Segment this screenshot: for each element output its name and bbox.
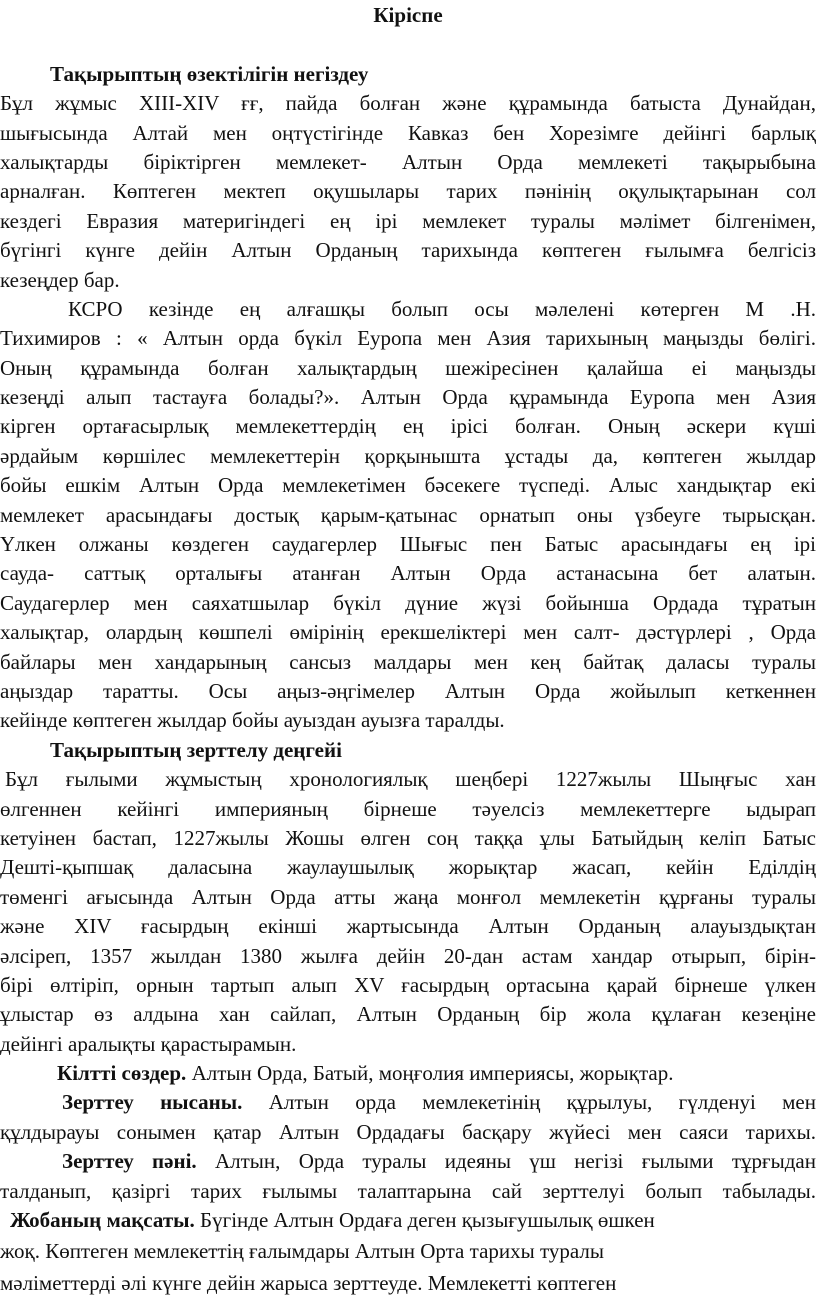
text-line: бойы ешкім Алтын Орда мемлекетімен бәсекеге түспеді. Алыс хандықтар екі (0, 473, 816, 498)
keywords-line (0, 1059, 816, 1088)
paragraph-research-level (0, 765, 816, 1059)
text-line: кездегі Евразия материгіндегі ең ірі мемлекет туралы мәлімет білгенімен, (0, 208, 816, 233)
paragraph-ussr (0, 295, 816, 736)
text-line: әрдайым көршілес мемлекеттерін қорқынышта ұстады да, көптеген жылдар (0, 443, 816, 468)
text-line: байлары мен хандарының сансыз малдары мен кең байтақ даласы туралы (0, 649, 816, 674)
text-line: Дешті-қыпшақ даласына жаулаушылық жорықтар жасап, кейін Еділдің (0, 855, 816, 880)
project-goal-line-3: мәліметтерді әлі күнге дейін жарыса зерттеуде. Мемлекетті көптеген (0, 1270, 617, 1295)
text-line: дейінгі аралықты қарастырамын. (0, 1031, 297, 1056)
text-line: өлгеннен кейінгі империяның бірнеше тәуелсіз мемлекеттерге ыдырап (0, 796, 816, 821)
text-line: Үлкен олжаны көздеген саудагерлер Шығыс пен Батыс арасындағы ең ірі (0, 532, 816, 557)
text-line: кезеңдер бар. (0, 267, 120, 292)
project-goal-line (0, 1206, 816, 1235)
text-line: Бұл жұмыс XIII-XIV ғғ, пайда болған және құрамында батыста Дунайдан, (0, 91, 816, 116)
section-heading-research-level: Тақырыптың зерттелу деңгейі (50, 737, 342, 762)
text-line: төменгі ағысында Алтын Орда атты жаңа монғол мемлекетін құрғаны туралы (0, 884, 816, 909)
text-line: Бұл ғылыми жұмыстың хронологиялық шеңбері 1227жылы Шыңғыс хан (5, 767, 816, 792)
text-line: кезеңді алып тастауға болады?». Алтын Орда құрамында Еуропа мен Азия (0, 385, 816, 410)
paragraph-relevance (0, 89, 816, 295)
text-line: шығысында Алтай мен оңтүстігінде Кавказ бен Хорезімге дейінгі барлық (0, 120, 816, 145)
project-goal-line-2: жоқ. Көптеген мемлекеттің ғалымдары Алтын Орта тарихы туралы (0, 1239, 604, 1264)
text-line: Саудагерлер мен саяхатшылар бүкіл дүние жүзі бойынша Ордада тұратын (0, 590, 816, 615)
document-title: Кіріспе (373, 3, 443, 27)
text-line: халықтар, олардың көшпелі өмірінің ерекшеліктері мен салт- дәстүрлері , Орда (0, 620, 816, 645)
text-line: мемлекет арасындағы достық қарым-қатынас орнатып оны үзбеуге тырысқан. (0, 502, 816, 527)
section-heading-relevance: Тақырыптың өзектілігін негіздеу (50, 61, 369, 86)
research-object-label: Зерттеу нысаны. (62, 1090, 243, 1115)
text-line: кірген ортағасырлық мемлекеттердің ең ірісі болған. Оның әскери күші (0, 414, 816, 439)
blank-line (0, 30, 816, 59)
research-subject-text: Алтын, Орда туралы идеяны үш негізі ғылыми тұрғыдан (196, 1149, 816, 1174)
project-goal-label: Жобаның мақсаты. (10, 1208, 195, 1233)
research-subject-line (0, 1147, 816, 1176)
text-line: сауда- саттық орталығы атанған Алтын Орда астанасына бет алатын. (0, 561, 816, 586)
research-subject-label: Зерттеу пәні. (62, 1149, 197, 1174)
project-goal-text: Бүгінде Алтын Ордаға деген қызығушылық өшкен (194, 1208, 655, 1233)
text-line: халықтарды біріктірген мемлекет- Алтын Орда мемлекеті тақырыбына (0, 149, 816, 174)
text-line: Оның құрамында болған халықтардың шежіресінен қалайша еі маңызды (0, 355, 816, 380)
keywords-text: Алтын Орда, Батый, моңғолия империясы, жорықтар. (186, 1061, 674, 1086)
text-line: кетуінен бастап, 1227жылы Жошы өлген соң таққа ұлы Батыйдың келіп Батыс (0, 825, 816, 850)
keywords-label: Кілтті сөздер. (57, 1061, 187, 1086)
research-object-line (0, 1088, 816, 1117)
text-line: ұлыстар өз алдына хан сайлап, Алтын Орданың бір жола құлаған кезеңіне (0, 1002, 816, 1027)
text-line: бүгінгі күнге дейін Алтын Орданың тарихында көптеген ғылымға белгісіз (0, 238, 816, 263)
text-line: КСРО кезінде ең алғашқы болып осы мәлелені көтерген М .Н. (68, 296, 816, 321)
text-line: әлсіреп, 1357 жылдан 1380 жылға дейін 20-дан астам хандар отырып, бірін- (0, 943, 816, 968)
text-line: және XIV ғасырдың екінші жартысында Алтын Орданың алауыздықтан (0, 914, 816, 939)
text-line: аңыздар таратты. Осы аңыз-әңгімелер Алтын Орда жойылып кеткеннен (0, 678, 816, 703)
text-line: бірі өлтіріп, орнын тартып алып XV ғасырдың ортасына қарай бірнеше үлкен (0, 972, 816, 997)
text-line: кейінде көптеген жылдар бойы ауыздан ауызға таралды. (0, 708, 505, 733)
text-line: арналған. Көптеген мектеп оқушылары тарих пәнінің оқулықтарынан сол (0, 179, 816, 204)
text-line: Тихимиров : « Алтын орда бүкіл Еуропа мен Азия тарихының маңызды бөлігі. (0, 326, 816, 351)
document-page (0, 1, 816, 1298)
research-object-line-2: құлдырауы сонымен қатар Алтын Ордадағы басқару жүйесі мен саяси тарихы. (0, 1119, 816, 1144)
research-subject-line-2: талданып, қазіргі тарих ғылымы талаптарына сай зерттелуі болып табылады. (0, 1178, 816, 1203)
research-object-text: Алтын орда мемлекетінің құрылуы, гүлденуі мен (242, 1090, 816, 1115)
